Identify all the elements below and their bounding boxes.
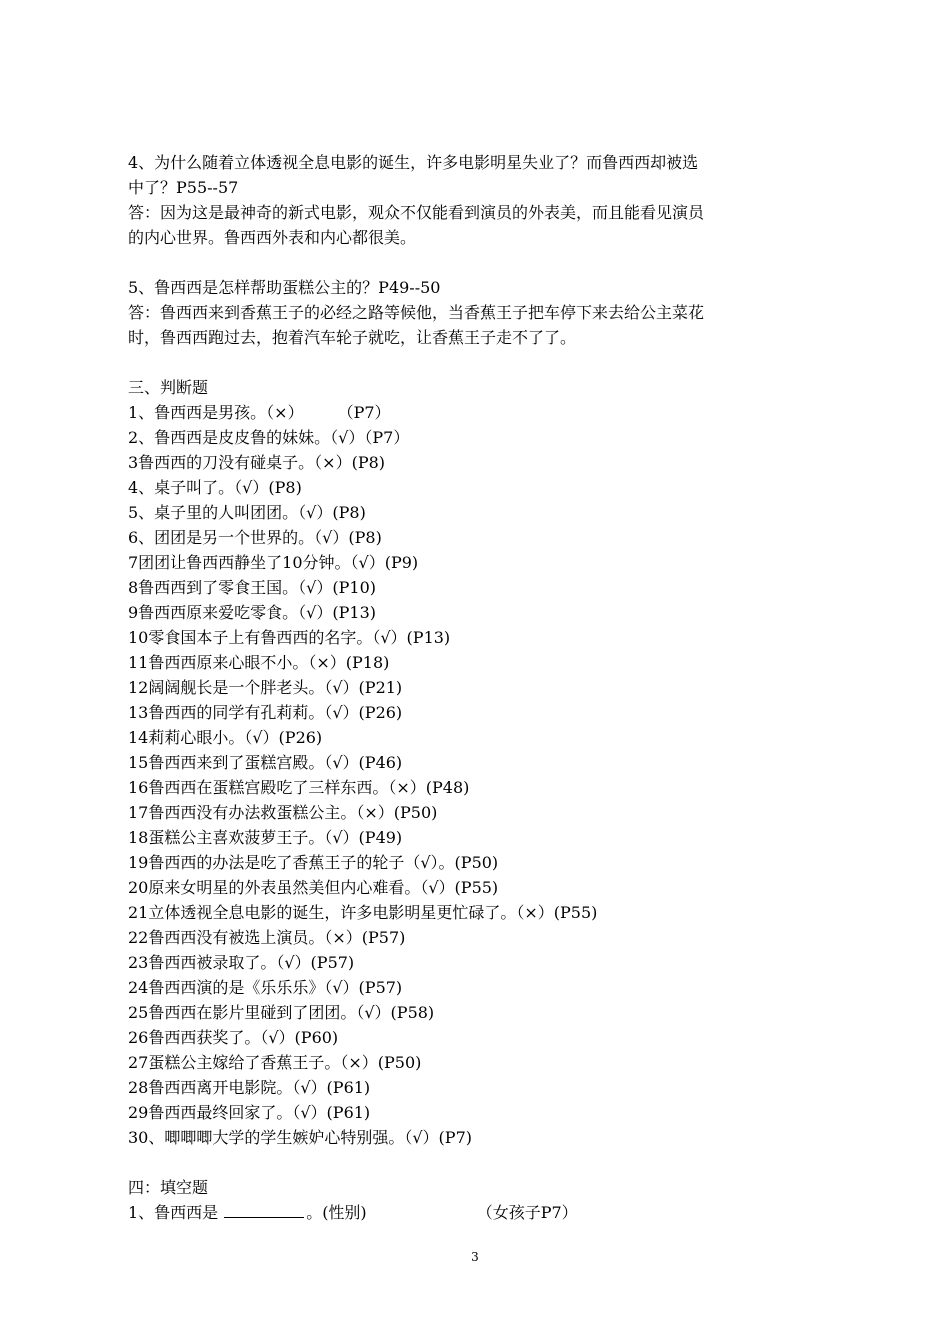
true-false-item: 26鲁西西获奖了。（√）(P60) <box>128 1028 339 1047</box>
true-false-item: 30、唧唧唧大学的学生嫉妒心特别强。（√）(P7) <box>128 1128 472 1147</box>
true-false-item: 25鲁西西在影片里碰到了团团。（√）(P58) <box>128 1003 435 1022</box>
fill-blank-underline <box>224 1203 304 1218</box>
true-false-item: 15鲁西西来到了蛋糕宫殿。（√）(P46) <box>128 753 403 772</box>
true-false-item-text: 1、鲁西西是男孩。（×） <box>128 403 304 422</box>
spacer <box>128 1150 828 1175</box>
true-false-item: 23鲁西西被录取了。（√）(P57) <box>128 953 355 972</box>
true-false-item: 28鲁西西离开电影院。（√）(P61) <box>128 1078 371 1097</box>
true-false-item: 12阔阔舰长是一个胖老头。（√）(P21) <box>128 678 403 697</box>
true-false-item: 5、桌子里的人叫团团。（√）(P8) <box>128 503 366 522</box>
true-false-item: 21立体透视全息电影的诞生，许多电影明星更忙碌了。（×）(P55) <box>128 903 598 922</box>
true-false-item <box>128 400 828 425</box>
question-5-text: 5、鲁西西是怎样帮助蛋糕公主的？P49--50 <box>128 278 441 297</box>
true-false-item: 10零食国本子上有鲁西西的名字。（√）(P13) <box>128 628 451 647</box>
true-false-item: 2、鲁西西是皮皮鲁的妹妹。（√）（P7） <box>128 428 410 447</box>
true-false-item: 11鲁西西原来心眼不小。（×）(P18) <box>128 653 390 672</box>
page-number: 3 <box>471 1250 479 1264</box>
true-false-item: 8鲁西西到了零食王国。（√）(P10) <box>128 578 376 597</box>
section-fill-blank-title: 四：填空题 <box>128 1178 209 1197</box>
spacer <box>128 250 828 275</box>
true-false-item: 19鲁西西的办法是吃了香蕉王子的轮子（√）。(P50) <box>128 853 499 872</box>
true-false-item: 29鲁西西最终回家了。（√）(P61) <box>128 1103 371 1122</box>
question-5 <box>128 275 828 350</box>
question-4-text-line-1: 4、为什么随着立体透视全息电影的诞生，许多电影明星失业了？而鲁西西却被选 <box>128 153 699 172</box>
true-false-item: 3鲁西西的刀没有碰桌子。（×）(P8) <box>128 453 386 472</box>
question-4 <box>128 150 828 250</box>
section-true-false <box>128 375 828 1150</box>
true-false-item: 7团团让鲁西西静坐了10分钟。（√）(P9) <box>128 553 419 572</box>
fill-blank-item-answer: （女孩子P7） <box>476 1203 578 1222</box>
question-5-answer-line-2: 时，鲁西西跑过去，抱着汽车轮子就吃，让香蕉王子走不了了。 <box>128 328 577 347</box>
true-false-item: 6、团团是另一个世界的。（√）(P8) <box>128 528 382 547</box>
true-false-item: 9鲁西西原来爱吃零食。（√）(P13) <box>128 603 376 622</box>
page-content <box>128 150 828 1225</box>
true-false-item: 4、桌子叫了。（√）(P8) <box>128 478 302 497</box>
question-5-answer-line-1: 答：鲁西西来到香蕉王子的必经之路等候他，当香蕉王子把车停下来去给公主菜花 <box>128 303 705 322</box>
question-4-text-line-2: 中了？P55--57 <box>128 178 239 197</box>
fill-blank-item <box>128 1200 828 1225</box>
true-false-item: 24鲁西西演的是《乐乐乐》（√）(P57) <box>128 978 403 997</box>
true-false-item-ref: （P7） <box>337 403 391 422</box>
question-4-answer-line-2: 的内心世界。鲁西西外表和内心都很美。 <box>128 228 417 247</box>
true-false-item: 13鲁西西的同学有孔莉莉。（√）(P26) <box>128 703 403 722</box>
fill-blank-item-prefix: 1、鲁西西是 <box>128 1203 219 1222</box>
true-false-item: 14莉莉心眼小。（√）(P26) <box>128 728 323 747</box>
section-true-false-title: 三、判断题 <box>128 378 209 397</box>
section-fill-blank <box>128 1175 828 1225</box>
fill-blank-item-suffix: 。(性别) <box>306 1203 367 1222</box>
spacer <box>128 350 828 375</box>
question-4-answer-line-1: 答：因为这是最神奇的新式电影，观众不仅能看到演员的外表美，而且能看见演员 <box>128 203 705 222</box>
true-false-item: 22鲁西西没有被选上演员。（×）(P57) <box>128 928 406 947</box>
true-false-item: 16鲁西西在蛋糕宫殿吃了三样东西。（×）(P48) <box>128 778 470 797</box>
true-false-item: 17鲁西西没有办法救蛋糕公主。（×）(P50) <box>128 803 438 822</box>
true-false-item: 18蛋糕公主喜欢菠萝王子。（√）(P49) <box>128 828 403 847</box>
true-false-item: 27蛋糕公主嫁给了香蕉王子。（×）(P50) <box>128 1053 422 1072</box>
true-false-item: 20原来女明星的外表虽然美但内心难看。（√）(P55) <box>128 878 499 897</box>
